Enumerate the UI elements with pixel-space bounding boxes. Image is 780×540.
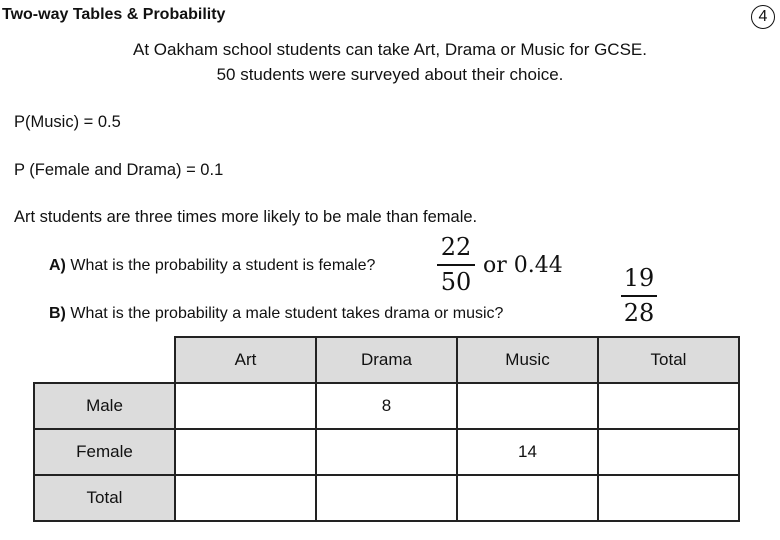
cell-total-total xyxy=(598,475,739,521)
question-a-label: A) xyxy=(49,257,66,274)
row-header-female: Female xyxy=(34,429,175,475)
cell-male-music xyxy=(457,383,598,429)
column-header-total: Total xyxy=(598,337,739,383)
question-a xyxy=(49,257,375,275)
cell-male-art xyxy=(175,383,316,429)
cell-male-drama: 8 xyxy=(316,383,457,429)
question-b-label: B) xyxy=(49,305,66,322)
table-corner xyxy=(34,337,175,383)
table-header-row xyxy=(34,337,739,383)
cell-female-total xyxy=(598,429,739,475)
cell-total-drama xyxy=(316,475,457,521)
answer-b-fraction xyxy=(621,265,657,326)
column-header-drama: Drama xyxy=(316,337,457,383)
cell-total-art xyxy=(175,475,316,521)
cell-female-music: 14 xyxy=(457,429,598,475)
table-row xyxy=(34,383,739,429)
fraction-bar xyxy=(437,264,475,266)
question-b-text: What is the probability a male student takes drama or music? xyxy=(70,305,504,322)
fact-art-ratio: Art students are three times more likely to be male than female. xyxy=(14,208,478,226)
answer-a-fraction xyxy=(437,234,475,295)
table-row xyxy=(34,475,739,521)
answer-b-denominator: 28 xyxy=(623,299,655,327)
question-a-text: What is the probability a student is female? xyxy=(70,257,376,274)
table-row xyxy=(34,429,739,475)
answer-a-denominator: 50 xyxy=(440,268,472,296)
cell-total-music xyxy=(457,475,598,521)
answer-b-numerator: 19 xyxy=(623,264,655,292)
question-b xyxy=(49,305,503,323)
cell-female-art xyxy=(175,429,316,475)
question-number-badge: 4 xyxy=(751,5,775,29)
intro-line-1: At Oakham school students can take Art, Drama or Music for GCSE. xyxy=(133,40,647,59)
row-header-total: Total xyxy=(34,475,175,521)
intro-line-2: 50 students were surveyed about their choice. xyxy=(216,65,564,84)
column-header-music: Music xyxy=(457,337,598,383)
cell-male-total xyxy=(598,383,739,429)
fraction-bar xyxy=(621,295,657,297)
column-header-art: Art xyxy=(175,337,316,383)
row-header-male: Male xyxy=(34,383,175,429)
fact-female-drama-probability: P (Female and Drama) = 0.1 xyxy=(14,161,224,179)
page-title: Two-way Tables & Probability xyxy=(2,6,226,23)
answer-a-numerator: 22 xyxy=(440,233,472,261)
answer-a-decimal: or 0.44 xyxy=(483,253,563,278)
fact-music-probability: P(Music) = 0.5 xyxy=(14,113,121,131)
two-way-table xyxy=(33,336,740,522)
cell-female-drama xyxy=(316,429,457,475)
